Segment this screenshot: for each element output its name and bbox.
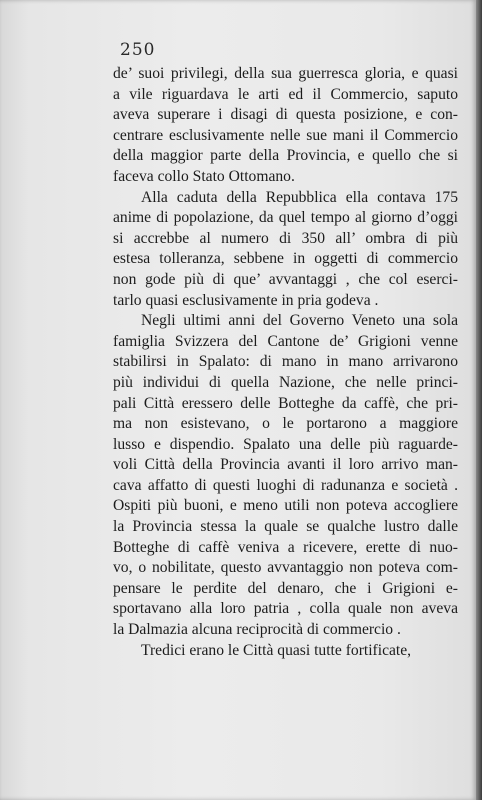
text-line: stabilirsi in Spalato: di mano in mano arrivarono: [113, 353, 458, 371]
text-line: Alla caduta della Repubblica ella contava 175: [141, 188, 458, 206]
text-line: pensare le perdite del denaro, che i Grigioni e-: [113, 579, 458, 597]
text-line: tarlo quasi esclusivamente in pria godeva .: [113, 291, 379, 309]
text-line: non gode più di que’ avvantaggi , che col eserci-: [113, 270, 458, 288]
text-line: cava affatto di questi luoghi di radunanza e società .: [113, 476, 458, 494]
text-line: a vile riguardava le arti ed il Commercio, saputo: [113, 85, 458, 103]
text-line: ma non esistevano, o le portarono a maggiore: [113, 415, 458, 433]
text-line: de’ suoi privilegi, della sua guerresca gloria, e quasi: [113, 65, 458, 82]
text-line: vo, o nobilitate, questo avvantaggio non poteva com-: [113, 559, 458, 577]
text-line: voli Città della Provincia avanti il loro arrivo man-: [113, 456, 458, 474]
text-line: centrare esclusivamente nelle sue mani il Commercio: [113, 126, 458, 144]
text-line: Ospiti più buoni, e meno utili non poteva accogliere: [113, 497, 458, 515]
text-line: sportavano alla loro patria , colla quale non aveva: [113, 600, 458, 618]
text-line: faceva collo Stato Ottomano.: [113, 167, 295, 185]
text-line: si accrebbe al numero di 350 all’ ombra di più: [113, 229, 458, 247]
text-line: pali Città eressero delle Botteghe da caffè, che pri-: [113, 394, 458, 412]
text-line: famiglia Svizzera del Cantone de’ Grigioni venne: [113, 332, 458, 350]
page-number: 250: [120, 40, 156, 60]
text-line: più individui di quella Nazione, che nelle princi-: [113, 373, 458, 391]
text-line: estesa tolleranza, sebbene in oggetti di commercio: [113, 250, 458, 268]
text-line: Botteghe di caffè veniva a ricevere, erette di nuo-: [113, 538, 458, 556]
text-line: della maggior parte della Provincia, e quello che si: [113, 147, 458, 165]
text-line: la Provincia stessa la quale se qualche lustro dalle: [113, 518, 458, 536]
body-text: [113, 64, 458, 661]
text-line: anime di popolazione, da quel tempo al giorno d’oggi: [113, 209, 458, 227]
text-line: Negli ultimi anni del Governo Veneto una sola: [141, 312, 458, 330]
text-line: aveva superare i disagi di questa posizione, e con-: [113, 106, 458, 124]
page-edge: [476, 0, 482, 800]
text-line: Tredici erano le Città quasi tutte fortificate,: [141, 641, 412, 659]
text-line: lusso e dispendio. Spalato una delle più raguarde-: [113, 435, 458, 453]
text-line: la Dalmazia alcuna reciprocità di commercio .: [113, 621, 401, 639]
